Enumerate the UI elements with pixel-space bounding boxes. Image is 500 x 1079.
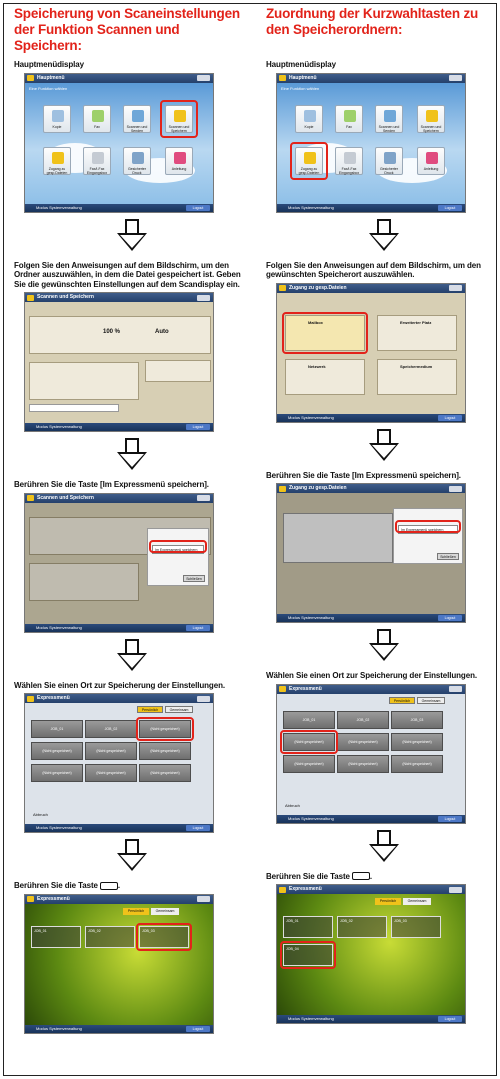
right-column <box>266 6 500 1024</box>
down-arrow-icon <box>117 219 147 251</box>
logo-icon <box>27 75 34 81</box>
right-main-menu-screen: Hauptmenü Eine Funktion wählen Kopie Fax Scannen und Senden Scannen und Speichern Zugang zu gesp.Dateien Fax/I-Fax Eingangsbox Gesicherter Druck Anleitung Modus Systemverwaltung Logout <box>276 73 466 213</box>
selected-slot[interactable]: (Nicht gespeichert) <box>283 733 335 751</box>
favorites-panel[interactable] <box>145 360 211 382</box>
right-access-screen: Zugang zu gesp.Dateien Mailbox Erweiterter Platz Netzwerk Speichermedium Modus Systemverwaltung Logout <box>276 283 466 423</box>
func-label: Eine Funktion wählen <box>29 85 68 91</box>
down-arrow-icon <box>369 219 399 251</box>
screen-title-bar <box>25 74 213 83</box>
left-step-2-label: Folgen Sie den Anweisungen auf dem Bildschirm, um den Ordner auszuwählen, in dem die Datei gespeichert ist. Geben Sie die gewünschten Einstellungen auf dem Scandisplay ein. <box>14 260 241 289</box>
selected-slot[interactable]: (Nicht gespeichert) <box>139 720 191 738</box>
memory-media-option[interactable]: Speichermedium <box>377 359 457 395</box>
mailbox-option[interactable]: Mailbox <box>285 315 365 351</box>
screen-title: Hauptmenü <box>37 74 65 81</box>
right-heading: Zuordnung der Kurzwahltasten zu den Speicherordnern: <box>266 6 479 37</box>
popup-menu <box>147 528 209 586</box>
advanced-box-option[interactable]: Erweiterter Platz <box>377 315 457 351</box>
right-save-menu-screen: Zugang zu gesp.Dateien Im Expressmenü speichern Schließen Modus Systemverwaltung Logout <box>276 483 466 623</box>
down-arrow-icon <box>369 830 399 862</box>
tile-stored-files[interactable]: Zugang zu gesp.Dateien <box>43 147 71 175</box>
left-step-1-label: Hauptmenüdisplay <box>14 60 84 69</box>
green-background: Persönlich Gemeinsam JOB_01 JOB_02 JOB_03 <box>25 904 213 1025</box>
options-panel[interactable] <box>29 362 139 400</box>
sky-background <box>25 83 213 204</box>
left-save-menu-screen: Scannen und Speichern Im Expressmenü speichern Schließen Modus Systemverwaltung Logout <box>24 493 214 633</box>
right-step-1-label: Hauptmenüdisplay <box>266 60 336 69</box>
tile-secure-print[interactable]: Gesicherter Druck <box>123 147 151 175</box>
right-step-5-label: Berühren Sie die Taste . <box>266 871 373 881</box>
settings-button[interactable] <box>197 75 210 81</box>
right-step-4-label: Wählen Sie einen Ort zur Speicherung der Einstellungen. <box>266 671 477 680</box>
paper-size-value: Auto <box>155 329 169 335</box>
tile-fax-inbox[interactable]: Fax/I-Fax Eingangsbox <box>83 147 111 175</box>
new-job-button[interactable]: JOB_04 <box>283 944 333 966</box>
left-express-menu-screen: Expressmenü Persönlich Gemeinsam JOB_01 JOB_02 JOB_03 Modus Systemverwaltung Logout <box>24 894 214 1034</box>
filename-field[interactable] <box>29 404 119 412</box>
tile-scan-store[interactable]: Scannen und Speichern <box>165 105 193 133</box>
new-job-button[interactable]: JOB_03 <box>139 926 189 948</box>
logout-button[interactable]: Logout <box>186 205 210 211</box>
left-step-5-label: Berühren Sie die Taste . <box>14 881 121 890</box>
left-step-3-label: Berühren Sie die Taste [Im Expressmenü speichern]. <box>14 480 209 489</box>
tile-stored-files[interactable]: Zugang zu gesp.Dateien <box>295 147 323 175</box>
express-key-icon <box>100 882 118 890</box>
close-button[interactable]: Schließen <box>183 575 205 582</box>
right-step-2-label: Folgen Sie den Anweisungen auf dem Bildschirm, um den gewünschten Speicherort auszuwählen. <box>266 260 481 279</box>
tab-shared[interactable]: Gemeinsam <box>165 706 193 713</box>
screen-title-bar: Scannen und Speichern <box>25 293 213 302</box>
down-arrow-icon <box>117 639 147 671</box>
save-to-express-button[interactable]: Im Expressmenü speichern <box>152 545 204 554</box>
tile-guide[interactable]: Anleitung <box>165 147 193 175</box>
down-arrow-icon <box>117 438 147 470</box>
left-express-slots-screen: Expressmenü Persönlich Gemeinsam JOB_01 JOB_02 (Nicht gespeichert) (Nicht gespeichert) (Nicht gespeichert) (Nicht gespeichert) (Nicht gespeichert) (Nicht gespeichert) (Nicht gespeichert) Abbruch Modus Systemverwaltung Logout <box>24 693 214 833</box>
right-express-slots-screen: Expressmenü Persönlich Gemeinsam JOB_01 JOB_02 JOB_03 (Nicht gespeichert) (Nicht gespeichert) (Nicht gespeichert) (Nicht gespeichert) (Nicht gespeichert) (Nicht gespeichert) Abbruch Modus Systemverwaltung Logout <box>276 684 466 824</box>
tile-fax[interactable]: Fax <box>83 105 111 133</box>
scan-settings-area <box>25 302 213 423</box>
left-main-menu-screen <box>24 73 214 213</box>
highlight-ring <box>160 100 198 138</box>
down-arrow-icon <box>117 839 147 871</box>
down-arrow-icon <box>369 629 399 661</box>
status-bar: Modus Systemverwaltung Logout <box>25 204 213 212</box>
cancel-button[interactable]: Abbruch <box>33 812 48 817</box>
scan-mode-panel <box>29 316 211 354</box>
down-arrow-icon <box>369 429 399 461</box>
express-key-icon <box>352 872 370 880</box>
left-column <box>14 6 250 1034</box>
network-option[interactable]: Netzwerk <box>285 359 365 395</box>
zoom-value: 100 % <box>103 329 121 335</box>
left-step-4-label: Wählen Sie einen Ort zur Speicherung der Einstellungen. <box>14 680 225 690</box>
left-heading: Speicherung von Scaneinstellungen der Funktion Scannen und Speichern: <box>14 6 240 53</box>
right-express-menu-screen: Expressmenü Persönlich Gemeinsam JOB_01 JOB_02 JOB_03 JOB_04 Modus Systemverwaltung Logout <box>276 884 466 1024</box>
left-scan-screen: Scannen und Speichern 100 % Auto Modus Systemverwaltung Logout <box>24 292 214 432</box>
right-step-3-label: Berühren Sie die Taste [Im Expressmenü speichern]. <box>266 470 461 480</box>
tab-personal[interactable]: Persönlich <box>137 706 163 713</box>
tile-copy[interactable]: Kopie <box>43 105 71 133</box>
tile-scan-send[interactable]: Scannen und Senden <box>123 105 151 133</box>
